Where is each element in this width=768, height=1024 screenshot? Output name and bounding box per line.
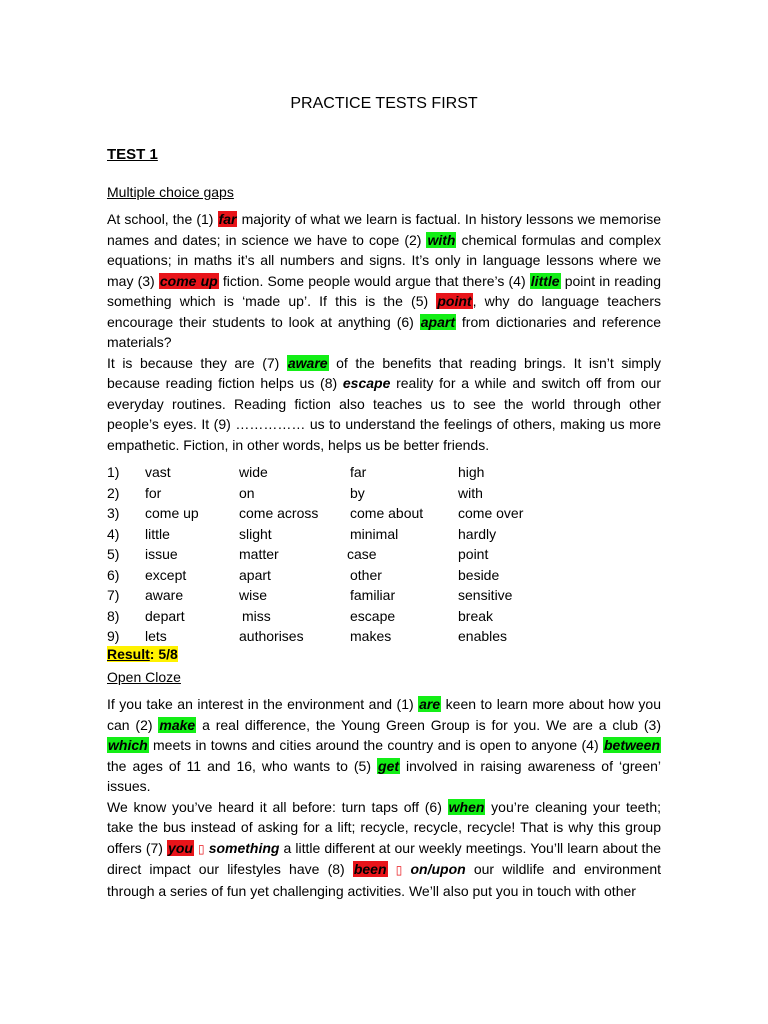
option-row <box>107 524 667 545</box>
option-c-text: by <box>350 484 365 501</box>
passage-text: a real difference, the Young Green Group is for you. We are a club (3) <box>196 716 662 733</box>
option-number: 7) <box>107 587 120 603</box>
options-table <box>107 462 667 647</box>
option-c-text: case <box>347 546 377 562</box>
result-line <box>107 646 178 662</box>
option-a-text: little <box>145 525 170 542</box>
open-cloze-passage <box>107 694 661 901</box>
cloze-answer-2-correct: make <box>159 716 196 733</box>
option-b-text: matter <box>239 546 279 562</box>
passage-text: meets in towns and cities around the country and is open to anyone (4) <box>148 737 603 753</box>
square-box-icon: ▯ <box>395 863 403 877</box>
cloze-answer-7-wrong: you <box>168 839 193 856</box>
cloze-answer-4-correct: between <box>603 737 660 753</box>
option-number: 8) <box>107 607 120 624</box>
option-b-text: on <box>239 484 255 501</box>
option-d-text: point <box>458 546 489 562</box>
option-d-text: with <box>458 484 483 501</box>
option-d-text: high <box>458 464 485 480</box>
option-row <box>107 462 667 483</box>
option-d-text: come over <box>458 505 524 521</box>
passage-text: At school, the (1) <box>107 211 218 227</box>
option-row <box>107 503 667 524</box>
passage-text: our wildlife and environment through a series of fun yet challenging activities. We’ll also put you in touch with other <box>107 861 661 899</box>
option-number: 6) <box>107 566 120 583</box>
answer-1-wrong: far <box>218 211 237 227</box>
passage-text: We know you’ve heard it all before: turn taps off (6) <box>107 798 448 815</box>
cloze-correction-7: something <box>208 839 280 856</box>
answer-3-wrong: come up <box>159 272 218 289</box>
cloze-answer-1-correct: are <box>419 696 441 712</box>
option-number: 3) <box>107 505 120 521</box>
passage-text: point in reading something which is ‘made up’. If this is the (5) <box>107 272 661 309</box>
passage-text: majority of what we learn is factual. In history lessons we memorise names and dates; in science we have to cope (2) <box>107 211 661 248</box>
cloze-answer-8-wrong: been <box>353 861 387 877</box>
option-d-text: enables <box>458 628 508 644</box>
option-number: 9) <box>107 628 120 644</box>
passage-text: a little different at our weekly meetings. You’ll learn about the direct impact our lifestyles have (8) <box>107 839 662 877</box>
cloze-paragraph-1 <box>107 694 661 797</box>
option-b-text: apart <box>239 566 271 583</box>
passage-text: involved in raising awareness of ‘green’ issues. <box>107 757 661 794</box>
cloze-correction-8: on/upon <box>410 861 466 877</box>
option-number: 2) <box>107 484 120 501</box>
option-c-text: escape <box>350 607 396 624</box>
option-b-text: come across <box>239 505 319 521</box>
option-row <box>107 544 667 565</box>
answer-8: escape <box>342 375 391 391</box>
option-a-text: issue <box>145 546 178 562</box>
option-c-text: come about <box>350 505 424 521</box>
option-a-text: come up <box>145 505 199 521</box>
answer-5-wrong: point <box>437 293 472 309</box>
option-b-text: miss <box>242 607 271 624</box>
passage-text: reality for a while and switch off from our everyday routines. Reading fiction also teaches us to see the world through other people’s eyes. It (9) …………… us to understand the feelings of others, making us more empathetic. Fiction, in other words, helps us be better friends. <box>107 375 661 453</box>
option-c-text: far <box>350 464 367 480</box>
option-d-text: hardly <box>458 525 497 542</box>
cloze-answer-3-correct: which <box>108 737 148 753</box>
section-heading-open-cloze: Open Cloze <box>107 669 181 685</box>
option-number: 5) <box>107 546 120 562</box>
result-score: : 5/8 <box>149 646 178 662</box>
answer-7-correct: aware <box>287 354 328 371</box>
option-b-text: wise <box>239 587 268 603</box>
result-label: Result <box>107 646 150 662</box>
option-c-text: other <box>350 566 382 583</box>
option-row <box>107 585 667 606</box>
option-d-text: break <box>458 607 494 624</box>
option-a-text: aware <box>145 587 184 603</box>
passage-paragraph-1 <box>107 209 661 353</box>
page-title: PRACTICE TESTS FIRST <box>290 95 478 112</box>
passage-text: keen to learn more about how you can (2) <box>107 696 662 733</box>
answer-2-correct: with <box>427 231 456 248</box>
square-box-icon: ▯ <box>198 841 205 856</box>
passage-paragraph-2 <box>107 353 661 456</box>
passage-text: the ages of 11 and 16, who wants to (5) <box>107 757 378 774</box>
passage-text: from dictionaries and reference materials? <box>107 313 661 350</box>
passage-text: It is because they are (7) <box>107 354 287 371</box>
passage-text: , why do language teachers encourage their students to look at anything (6) <box>107 293 662 330</box>
option-d-text: sensitive <box>458 587 513 603</box>
cloze-answer-6-correct: when <box>448 798 485 815</box>
option-a-text: vast <box>145 464 171 480</box>
multiple-choice-passage <box>107 209 661 455</box>
option-a-text: lets <box>145 628 167 644</box>
cloze-answer-5-correct: get <box>378 757 400 774</box>
passage-text: chemical formulas and complex equations; in maths it’s all numbers and signs. It’s only in language lessons where we may (3) <box>107 231 661 289</box>
option-row <box>107 626 667 647</box>
option-a-text: depart <box>145 607 185 624</box>
passage-text: you’re cleaning your teeth; take the bus instead of asking for a lift; recycle, recycle, recycle! That is why this group offers (7) <box>107 798 661 856</box>
section-heading-multiple-choice: Multiple choice gaps <box>107 184 234 200</box>
answer-6-correct: apart <box>420 313 455 330</box>
test-heading: TEST 1 <box>107 146 158 163</box>
option-c-text: familiar <box>350 587 396 603</box>
passage-text: fiction. Some people would argue that there’s (4) <box>218 272 530 289</box>
option-b-text: slight <box>239 525 272 542</box>
cloze-paragraph-2 <box>107 797 661 902</box>
option-row <box>107 565 667 586</box>
passage-text: of the benefits that reading brings. It isn’t simply because reading fiction helps us (8) <box>107 354 661 391</box>
option-b-text: wide <box>239 464 268 480</box>
option-a-text: except <box>145 566 187 583</box>
option-row <box>107 483 667 504</box>
option-c-text: makes <box>350 628 392 644</box>
option-b-text: authorises <box>239 628 304 644</box>
option-number: 4) <box>107 525 120 542</box>
answer-4-correct: little <box>530 272 560 289</box>
option-d-text: beside <box>458 566 500 583</box>
option-row <box>107 606 667 627</box>
option-number: 1) <box>107 464 120 480</box>
option-c-text: minimal <box>350 525 399 542</box>
option-a-text: for <box>145 484 162 501</box>
passage-text: If you take an interest in the environment and (1) <box>107 696 419 712</box>
